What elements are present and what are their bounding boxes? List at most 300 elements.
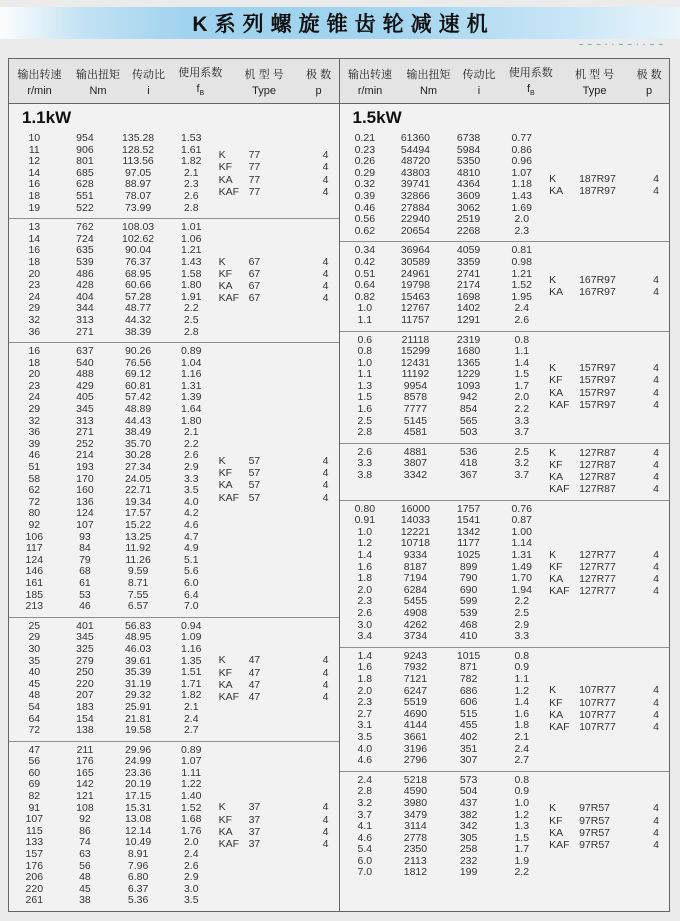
- table-row: [340, 133, 548, 145]
- cell-output-torque: 9954: [403, 379, 428, 392]
- cell-service-factor: 1.8: [514, 719, 530, 732]
- cell-ratio: 402: [459, 730, 478, 743]
- cell-ratio: 686: [459, 684, 478, 697]
- cell-service-factor: 1.07: [511, 166, 532, 179]
- cell-service-factor: 1.4: [514, 696, 530, 709]
- cell-output-torque: 7194: [403, 572, 428, 585]
- cell-service-factor: 4.7: [183, 530, 199, 543]
- model-size: 47: [248, 654, 261, 667]
- cell-service-factor: 1.95: [511, 290, 532, 303]
- cell-service-factor: 1.53: [181, 132, 202, 144]
- cell-output-torque: 271: [76, 426, 94, 439]
- cell-service-factor: 0.86: [511, 143, 532, 156]
- cell-output-speed: 3.0: [357, 618, 373, 631]
- column-header-unit: p: [645, 84, 653, 97]
- cell-output-speed: 16: [28, 178, 41, 191]
- cell-output-speed: 2.0: [357, 583, 373, 596]
- model-poles: 4: [653, 708, 659, 721]
- table-row: [340, 732, 548, 744]
- model-row: [549, 709, 669, 721]
- cell-service-factor: 2.7: [514, 754, 530, 767]
- cell-service-factor: 6.0: [183, 576, 199, 589]
- cell-service-factor: 1.11: [181, 766, 202, 779]
- cell-output-speed: 220: [25, 882, 44, 895]
- cell-output-speed: 60: [28, 766, 41, 779]
- cell-output-speed: 3.7: [357, 808, 373, 821]
- model-row: [219, 838, 339, 850]
- model-poles: 4: [322, 280, 329, 293]
- table-row: [9, 257, 217, 269]
- model-size: 37: [248, 838, 261, 851]
- cell-output-speed: 3.4: [357, 630, 373, 643]
- cell-output-speed: 3.5: [357, 730, 373, 743]
- cell-output-torque: 15299: [400, 345, 431, 358]
- table-row: [340, 404, 548, 416]
- cell-output-speed: 1.1: [357, 368, 373, 381]
- cell-ratio: 11.92: [125, 542, 151, 555]
- table-row: [9, 895, 217, 907]
- cell-output-torque: 12221: [400, 525, 431, 538]
- cell-output-torque: 762: [76, 221, 94, 234]
- cell-output-speed: 1.4: [357, 649, 373, 662]
- cell-output-speed: 4.6: [357, 831, 373, 844]
- column-header-label: 传动比: [462, 68, 496, 81]
- cell-output-torque: 124: [76, 507, 94, 520]
- model-size: 127R87: [579, 483, 616, 496]
- cell-service-factor: 1.1: [514, 345, 530, 358]
- cell-output-torque: 3734: [403, 630, 428, 643]
- model-row: [219, 455, 339, 467]
- model-name: KF: [218, 666, 232, 679]
- cell-ratio: 854: [459, 403, 478, 416]
- cell-output-speed: 39: [28, 437, 41, 450]
- table-row: [340, 214, 548, 226]
- cell-output-speed: 19: [28, 201, 41, 214]
- model-name: K: [218, 654, 226, 667]
- cell-service-factor: 0.98: [511, 255, 532, 268]
- model-name: KAF: [549, 839, 570, 852]
- cell-output-speed: 0.21: [354, 132, 376, 144]
- cell-ratio: 29.96: [124, 743, 152, 756]
- cell-output-torque: 325: [76, 642, 94, 655]
- model-row: [219, 256, 339, 268]
- column-header: [9, 59, 70, 103]
- cell-output-torque: 53: [79, 588, 91, 601]
- cell-output-speed: 23: [28, 279, 41, 292]
- cell-service-factor: 3.5: [183, 894, 199, 907]
- model-name: KAF: [218, 185, 239, 198]
- cell-output-speed: 56: [28, 755, 41, 768]
- model-row: [549, 697, 669, 709]
- cell-output-speed: 69: [28, 778, 41, 791]
- model-poles: 4: [653, 273, 659, 286]
- cell-service-factor: 2.4: [183, 848, 199, 861]
- cell-service-factor: 4.0: [183, 495, 199, 508]
- model-size: 47: [248, 666, 261, 679]
- model-name: KF: [549, 561, 563, 574]
- model-name: KAF: [549, 483, 570, 496]
- model-size: 57: [248, 467, 261, 480]
- cell-service-factor: 1.21: [511, 267, 532, 280]
- cell-output-torque: 539: [76, 255, 94, 268]
- cell-ratio: 1093: [456, 379, 481, 392]
- cell-service-factor: 1.58: [181, 267, 202, 280]
- model-list: [547, 802, 669, 851]
- column-header: [340, 59, 401, 103]
- cell-ratio: 1342: [456, 525, 481, 538]
- cell-output-torque: 5455: [403, 595, 428, 608]
- ratio-block: [340, 771, 670, 883]
- cell-output-speed: 133: [25, 836, 44, 849]
- cell-output-speed: 12: [28, 155, 41, 168]
- cell-service-factor: 0.9: [514, 661, 530, 674]
- cell-output-speed: 11: [28, 143, 40, 156]
- model-list: [217, 801, 339, 850]
- cell-service-factor: 2.9: [183, 461, 199, 474]
- cell-output-torque: 522: [76, 201, 94, 214]
- cell-ratio: 8.71: [127, 576, 149, 589]
- cell-output-speed: 0.6: [357, 333, 373, 346]
- cell-output-torque: 32866: [400, 189, 431, 202]
- column-header-label: 机 型 号: [244, 68, 284, 81]
- model-name: KAF: [218, 491, 239, 504]
- cell-output-torque: 685: [76, 166, 94, 179]
- table-row: [340, 257, 548, 269]
- cell-output-speed: 117: [25, 542, 43, 555]
- model-list: [547, 447, 669, 496]
- model-name: KF: [549, 696, 563, 709]
- cell-output-speed: 7.0: [357, 866, 373, 879]
- cell-output-torque: 637: [76, 345, 94, 358]
- cell-service-factor: 2.5: [514, 445, 530, 458]
- table-row: [340, 674, 548, 686]
- model-row: [219, 691, 339, 703]
- model-row: [219, 292, 339, 304]
- cell-output-speed: 2.8: [357, 785, 373, 798]
- cell-service-factor: 2.2: [514, 595, 530, 608]
- column-header: [126, 59, 171, 103]
- ratio-block: [340, 331, 670, 443]
- model-name: KA: [218, 479, 233, 492]
- cell-output-torque: 906: [76, 143, 94, 156]
- cell-ratio: 2174: [456, 279, 481, 292]
- cell-output-torque: 220: [76, 677, 94, 690]
- model-size: 37: [248, 813, 261, 826]
- cell-output-speed: 29: [28, 403, 41, 416]
- cell-service-factor: 1.68: [181, 813, 202, 826]
- model-name: KF: [218, 267, 232, 280]
- cell-service-factor: 1.9: [514, 854, 530, 867]
- cell-ratio: 19.58: [124, 724, 152, 737]
- model-poles: 4: [653, 684, 659, 697]
- model-size: 37: [248, 801, 261, 814]
- cell-output-torque: 724: [76, 232, 94, 245]
- cell-output-torque: 12767: [400, 302, 431, 315]
- cell-output-torque: 4690: [403, 707, 428, 720]
- model-size: 187R97: [579, 185, 616, 198]
- cell-service-factor: 3.3: [183, 472, 199, 485]
- cell-output-speed: 91: [28, 801, 41, 814]
- cell-ratio: 7.96: [127, 859, 149, 872]
- model-poles: 4: [322, 678, 329, 691]
- model-row: [219, 492, 339, 504]
- column-header-label: 输出转速: [348, 68, 393, 81]
- cell-output-speed: 35: [28, 654, 41, 667]
- page-title: K系列螺旋锥齿轮减速机: [192, 13, 495, 36]
- cell-ratio: 108.03: [122, 221, 155, 234]
- cell-output-speed: 1.3: [357, 379, 373, 392]
- model-poles: 4: [653, 483, 659, 496]
- cell-service-factor: 2.2: [514, 403, 530, 416]
- model-name: KAF: [218, 690, 239, 703]
- cell-service-factor: 7.0: [183, 600, 199, 613]
- cell-ratio: 44.32: [124, 313, 152, 326]
- cell-service-factor: 0.89: [181, 345, 202, 358]
- cell-output-speed: 4.6: [357, 754, 373, 767]
- cell-service-factor: 2.6: [514, 313, 530, 326]
- cell-output-torque: 429: [76, 379, 94, 392]
- cell-ratio: 39.61: [124, 654, 152, 667]
- cell-output-torque: 2113: [404, 854, 427, 867]
- table-row: [9, 520, 217, 532]
- cell-service-factor: 1.5: [514, 368, 530, 381]
- model-poles: 4: [653, 720, 659, 733]
- cell-ratio: 4059: [456, 244, 481, 257]
- cell-output-torque: 30589: [400, 255, 431, 268]
- cell-ratio: 367: [459, 469, 478, 482]
- cell-service-factor: 1.21: [181, 244, 202, 257]
- model-poles: 4: [322, 666, 329, 679]
- cell-output-torque: 2778: [403, 831, 428, 844]
- model-row: [549, 185, 669, 197]
- cell-output-torque: 405: [76, 391, 94, 404]
- cell-ratio: 31.19: [124, 677, 152, 690]
- model-size: 57: [248, 491, 261, 504]
- table-row: [340, 608, 548, 620]
- table-row: [340, 821, 548, 833]
- model-size: 107R77: [579, 720, 616, 733]
- model-name: KA: [549, 471, 564, 484]
- cell-ratio: 6.57: [127, 600, 149, 613]
- cell-output-speed: 107: [25, 813, 44, 826]
- cell-output-torque: 183: [76, 700, 94, 713]
- cell-output-speed: 0.62: [354, 224, 376, 237]
- model-list: [217, 149, 339, 198]
- cell-service-factor: 1.70: [511, 572, 532, 585]
- column-header-label: 输出扭矩: [76, 68, 120, 81]
- ratio-block: [9, 741, 339, 911]
- cell-ratio: 2319: [456, 333, 481, 346]
- cell-ratio: 8.91: [127, 848, 149, 861]
- cell-output-speed: 1.6: [357, 661, 373, 674]
- model-row: [549, 802, 669, 814]
- cell-ratio: 899: [459, 560, 478, 573]
- table-row: [340, 226, 548, 238]
- cell-output-speed: 48: [28, 689, 41, 702]
- model-poles: 4: [322, 292, 329, 305]
- model-poles: 4: [653, 285, 659, 298]
- table-row: [9, 346, 217, 358]
- cell-ratio: 15.31: [124, 801, 152, 814]
- cell-ratio: 1541: [456, 514, 481, 527]
- column-header: [299, 59, 339, 103]
- table-row: [340, 191, 548, 203]
- cell-service-factor: 1.2: [514, 684, 530, 697]
- cell-output-torque: 86: [79, 824, 91, 837]
- cell-output-torque: 2796: [403, 754, 428, 767]
- cell-output-speed: 32: [28, 313, 41, 326]
- cell-output-speed: 2.7: [357, 707, 373, 720]
- cell-ratio: 30.28: [124, 449, 152, 462]
- cell-output-torque: 138: [76, 724, 94, 737]
- table-row: [340, 346, 548, 358]
- cell-output-torque: 61: [79, 576, 91, 589]
- ratio-block: [340, 500, 670, 647]
- model-size: 127R87: [579, 459, 616, 472]
- model-list: [547, 274, 669, 298]
- cell-output-torque: 12431: [400, 356, 431, 369]
- cell-ratio: 6.80: [127, 871, 149, 884]
- model-row: [549, 447, 669, 459]
- cell-output-torque: 801: [76, 155, 94, 168]
- cell-ratio: 29.32: [124, 689, 152, 702]
- model-poles: 4: [322, 491, 329, 504]
- cell-service-factor: 1.0: [514, 796, 530, 809]
- model-row: [219, 654, 339, 666]
- data-rows: [340, 245, 548, 326]
- cell-ratio: 20.19: [124, 778, 152, 791]
- cell-ratio: 5984: [456, 143, 481, 156]
- table-row: [9, 203, 217, 215]
- cell-ratio: 573: [459, 773, 478, 786]
- cell-output-speed: 1.8: [357, 672, 373, 685]
- cell-output-speed: 51: [28, 461, 41, 474]
- cell-ratio: 1365: [456, 356, 481, 369]
- cell-service-factor: 2.3: [514, 224, 530, 237]
- model-row: [219, 174, 339, 186]
- cell-output-speed: 2.6: [357, 445, 373, 458]
- model-poles: 4: [653, 548, 659, 561]
- model-row: [549, 684, 669, 696]
- cell-service-factor: 1.39: [181, 391, 202, 404]
- table-row: [9, 191, 217, 203]
- model-poles: 4: [322, 267, 329, 280]
- cell-output-torque: 56: [79, 859, 91, 872]
- cell-output-speed: 4.0: [357, 742, 373, 755]
- model-poles: 4: [653, 696, 659, 709]
- cell-ratio: 17.15: [124, 790, 152, 803]
- cell-output-speed: 2.0: [357, 684, 373, 697]
- cell-output-torque: 4881: [403, 445, 428, 458]
- cell-output-speed: 62: [28, 484, 41, 497]
- cell-output-torque: 9334: [403, 549, 428, 562]
- model-size: 157R97: [579, 398, 616, 411]
- cell-ratio: 690: [459, 583, 478, 596]
- cell-output-speed: 115: [25, 824, 43, 837]
- cell-ratio: 35.70: [124, 437, 152, 450]
- cell-service-factor: 1.80: [181, 414, 202, 427]
- cell-output-torque: 20654: [400, 224, 431, 237]
- column-header-unit: $f_B$: [196, 83, 205, 98]
- table-body: [340, 104, 670, 911]
- data-rows: [9, 222, 217, 338]
- cell-output-speed: 6.0: [357, 854, 373, 867]
- cell-service-factor: 3.3: [514, 414, 530, 427]
- cell-output-torque: 48720: [400, 155, 431, 168]
- data-rows: [340, 504, 548, 643]
- model-name: KF: [218, 161, 232, 174]
- cell-ratio: 515: [459, 707, 478, 720]
- cell-service-factor: 3.0: [183, 882, 199, 895]
- model-row: [549, 362, 669, 374]
- cell-output-torque: 48: [79, 871, 91, 884]
- cell-output-speed: 5.4: [357, 843, 373, 856]
- cell-service-factor: 0.8: [514, 773, 530, 786]
- cell-ratio: 1757: [456, 502, 481, 515]
- cell-service-factor: 2.5: [183, 313, 199, 326]
- title-bar: [0, 7, 680, 39]
- model-poles: 4: [653, 374, 659, 387]
- cell-ratio: 199: [459, 866, 478, 879]
- cell-ratio: 307: [459, 754, 478, 767]
- model-poles: 4: [322, 185, 329, 198]
- cell-ratio: 24.99: [124, 755, 152, 768]
- model-size: 107R77: [579, 684, 616, 697]
- column-header-label: 极 数: [306, 68, 332, 81]
- cell-service-factor: 1.31: [181, 379, 202, 392]
- table-row: [340, 798, 548, 810]
- cell-output-speed: 1.5: [357, 391, 373, 404]
- cell-service-factor: 1.6: [514, 707, 530, 720]
- model-size: 77: [248, 185, 261, 198]
- cell-output-speed: 58: [28, 472, 41, 485]
- cell-service-factor: 3.7: [514, 469, 530, 482]
- cell-service-factor: 2.1: [183, 166, 199, 179]
- data-rows: [340, 651, 548, 767]
- model-row: [549, 827, 669, 839]
- table-row: [340, 697, 548, 709]
- ratio-block: [9, 218, 339, 342]
- cell-output-speed: 24: [28, 391, 41, 404]
- cell-ratio: 13.08: [124, 813, 152, 826]
- cell-output-torque: 3114: [404, 820, 427, 833]
- model-size: 127R77: [579, 561, 616, 574]
- cell-output-speed: 1.0: [357, 302, 373, 315]
- table-row: [340, 427, 548, 439]
- model-name: KF: [218, 813, 232, 826]
- cell-ratio: 455: [459, 719, 478, 732]
- model-poles: 4: [653, 471, 659, 484]
- model-name: KA: [218, 825, 233, 838]
- model-size: 57: [248, 479, 261, 492]
- table-row: [340, 315, 548, 327]
- model-size: 37: [248, 825, 261, 838]
- cell-output-speed: 82: [28, 790, 41, 803]
- cell-output-speed: 80: [28, 507, 41, 520]
- cell-service-factor: 2.0: [183, 836, 199, 849]
- data-rows: [340, 133, 548, 237]
- cell-service-factor: 2.2: [514, 866, 530, 879]
- model-name: K: [218, 801, 226, 814]
- cell-ratio: 351: [459, 742, 478, 755]
- cell-output-torque: 5519: [403, 696, 428, 709]
- cell-service-factor: 1.43: [511, 189, 532, 202]
- model-name: KF: [549, 459, 563, 472]
- cell-service-factor: 1.52: [181, 801, 202, 814]
- model-poles: 4: [322, 654, 329, 667]
- table-row: [9, 327, 217, 339]
- cell-output-torque: 4908: [403, 607, 428, 619]
